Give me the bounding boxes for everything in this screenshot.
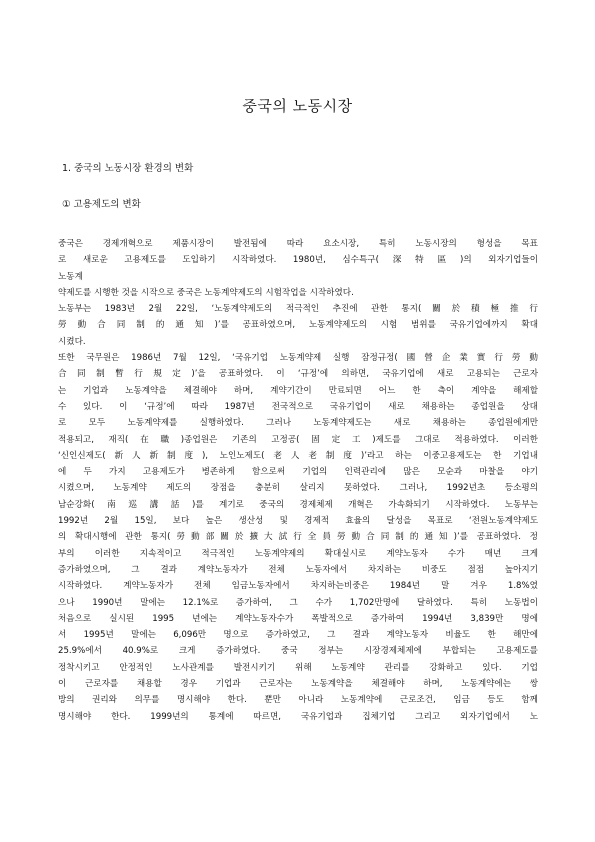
text-line: 시켰으며, 노동계약 제도의 장점을 충분히 살리지 못하였다. 그러나, 1992년초 등소평의 — [58, 483, 538, 494]
text-line: 로 모두 노동계약제를 실행하였다. 그러나 노동계약제도는 새로 채용하는 종업원에게만 — [58, 418, 538, 429]
text-line: 부의 이러한 지속적이고 적극적인 노동계약제의 확대실시로 계약노동자 수가 매년 크게 — [58, 548, 538, 559]
text-line: 약제도를 시행한 것을 시작으로 중국은 노동계약제도의 시험작업을 시작하였다. — [58, 287, 354, 298]
page-title: 중국의 노동시장 — [242, 97, 353, 115]
text-line: 서 1995년 말에는 6,096만 명으로 증가하였고, 그 결과 계약노동자 비율도 한 해만에 — [58, 630, 538, 641]
text-line: 적용되고, 재직(在職)종업원은 기존의 고정공(固定工)제도를 그대로 적용하였다. 이러한 — [58, 434, 538, 445]
text-line: 1992년 2월 15일, 보다 높은 생산성 및 경제적 효율의 달성을 목표로 ‘전원노동계약제도 — [58, 516, 538, 527]
text-line: 정착시키고 안정적인 노사관계를 발전시키기 위해 노동계약 관리를 강화하고 있다. 기업 — [58, 662, 538, 673]
text-line: 合同制暫行規定)’을 공표하였다. 이 ‘규정’에 의하면, 국유기업에 새로 고용되는 근로자 — [58, 369, 538, 380]
body-text — [58, 236, 538, 725]
text-line: 명시해야 한다. 1999년의 통계에 따르면, 국유기업과 집체기업 그리고 외자기업에서 노 — [58, 711, 538, 722]
text-line: 勞動合同制的通知)’를 공표하였으며, 노동계약제도의 시험 범위를 국유기업에까지 확대 — [58, 320, 538, 331]
text-line: 처음으로 실시된 1995 년에는 계약노동자수가 폭발적으로 증가하여 1994년 3,839만 명에 — [58, 613, 538, 624]
text-line: 또한 국무원은 1986년 7월 12일, ‘국유기업 노동계약제 실행 잠정규정(國營企業實行勞動 — [58, 353, 538, 364]
text-line: 로 새로운 고용제도를 도입하기 시작하였다. 1980년, 심수특구(深特區)의 외자기업들이 — [58, 255, 538, 266]
text-line: 노동부는 1983년 2월 22일, ‘노동계약제도의 적극적인 추진에 관한 통지(關於積極推行 — [58, 304, 538, 315]
text-line: 중국은 경제개혁으로 제품시장이 발전됨에 따라 요소시장, 특히 노동시장의 형성을 목표 — [58, 239, 538, 249]
text-line: 시작하였다. 계약노동자가 전체 임금노동자에서 차지하는비중은 1984년 말 겨우 1.8%였 — [58, 581, 538, 592]
text-line: 의 확대시행에 관한 통지(勞動部關於擴大試行全員勞動合同制的通知)’를 공표하였다. 정 — [58, 532, 538, 543]
text-line: 남순강화(南巡講話)를 계기로 중국의 경제체제 개혁은 가속화되기 시작하였다. 노동부는 — [58, 499, 538, 510]
text-line: 이 근로자를 채용할 경우 기업과 근로자는 노동계약을 체결해야 하며, 노동계약에는 쌍 — [58, 679, 538, 690]
text-line: 는 기업과 노동계약을 체결해야 하며, 계약기간이 만료되면 어느 한 측이 계약을 해제할 — [58, 385, 538, 396]
text-line: 으나 1990년 말에는 12.1%로 증가하여, 그 수가 1,702만명에 달하였다. 특히 노동법이 — [58, 597, 538, 608]
subsection-heading: ① 고용제도의 변화 — [62, 199, 141, 210]
text-line: 수 있다. 이 ‘규정’에 따라 1987년 전국적으로 국유기업이 새로 채용하는 종업원을 상대 — [58, 401, 538, 412]
text-line: 시켰다. — [58, 336, 86, 347]
text-line: 방의 권리와 의무를 명시해야 한다. 뿐만 아니라 노동계약에 근로조건, 임금 등도 함께 — [58, 695, 538, 706]
text-line: 증가하였으며, 그 결과 계약노동자가 전체 노동자에서 차지하는 비중도 점점 높아지기 — [58, 564, 538, 575]
text-line: ‘신인신제도(新人新制度), 노인노제도(老人老制度)’라고 하는 이중고용제도는 한 기업내 — [58, 450, 538, 461]
text-line: 25.9%에서 40.9%로 크게 증가하였다. 중국 정부는 시장경제체제에 부합되는 고용제도를 — [58, 646, 538, 657]
text-line: 에 두 가지 고용제도가 병존하게 함으로써 기업의 인력관리에 많은 모순과 마찰을 야기 — [58, 467, 538, 478]
section-heading: 1. 중국의 노동시장 환경의 변화 — [62, 163, 194, 174]
text-line: 노동계 — [58, 271, 83, 282]
